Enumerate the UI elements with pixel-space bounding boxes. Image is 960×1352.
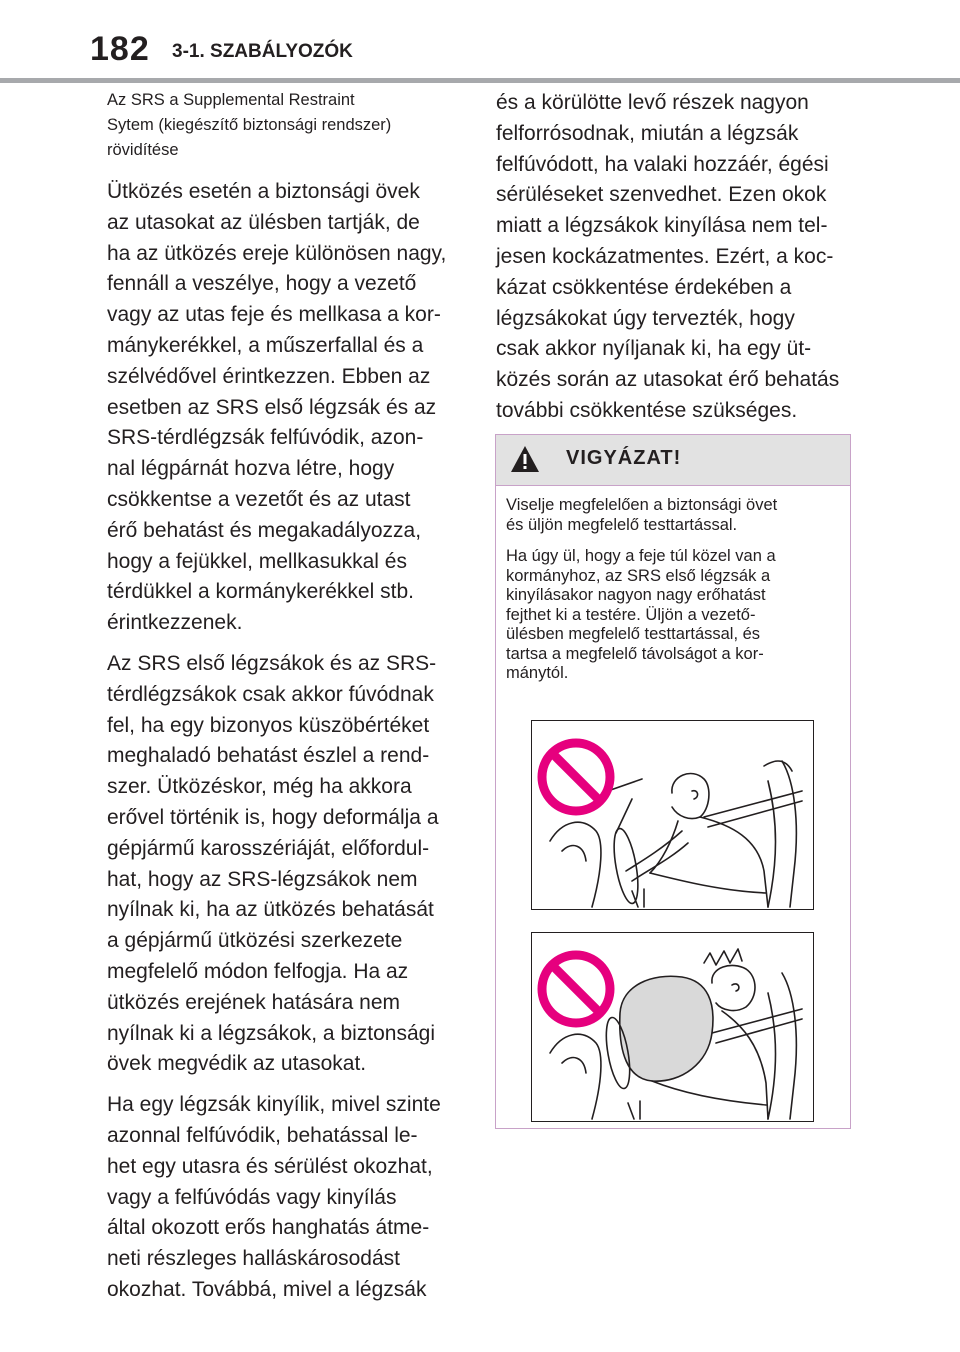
paragraph-threshold (107, 649, 467, 1080)
abbreviation-note (107, 88, 467, 163)
text-line: és üljön megfelelő testtartással. (506, 515, 738, 534)
text-line: meghaladó behatást észlel a rend- (107, 744, 430, 768)
warning-header (496, 435, 850, 486)
text-line: nal légpárnát hozva létre, hogy (107, 457, 395, 481)
prohibition-icon-2 (542, 955, 610, 1023)
text-line: Az SRS a Supplemental Restraint (107, 91, 355, 109)
text-line: ülésben megfelelő testtartással, és (506, 625, 761, 643)
warning-title: VIGYÁZAT! (566, 447, 682, 469)
text-line: Ha egy légzsák kinyílik, mivel szinte (107, 1093, 441, 1117)
text-line: jesen kockázatmentes. Ezért, a koc- (496, 244, 834, 268)
text-line: érő behatást és megakadályozza, (107, 518, 422, 542)
text-line: sérüléseket szenvedhet. Ezen okok (496, 183, 827, 207)
header-divider (0, 78, 960, 83)
text-line: erővel történik is, hogy deformálja a (107, 805, 439, 829)
text-line: kázat csökkentése érdekében a (496, 275, 792, 299)
paragraph-hot-parts (496, 88, 856, 427)
text-line: gépjármű karosszériáját, előfordul- (107, 836, 430, 860)
airbag-impact-illustration (532, 933, 815, 1123)
text-line: neti részleges halláskárosodást (107, 1247, 400, 1271)
text-line: érintkezzenek. (107, 611, 243, 635)
text-line: az utasokat az ülésben tartják, de (107, 210, 420, 234)
warning-text-seatbelt (506, 496, 838, 535)
text-line: SRS-térdlégzsák felfúvódik, azon- (107, 426, 424, 450)
text-line: légzsákokat úgy tervezték, hogy (496, 306, 795, 330)
text-line: csökkentse a vezetőt és az utast (107, 487, 411, 511)
text-line: megfelelő módon felfogja. Ha az (107, 959, 409, 983)
text-line: Ha úgy ül, hogy a feje túl közel van a (506, 547, 776, 565)
text-line: szélvédővel érintkezzen. Ebben az (107, 364, 431, 388)
text-line: Viselje megfelelően a biztonsági övet (506, 496, 778, 514)
paragraph-seatbelt (107, 177, 467, 639)
text-line: rövidítése (107, 141, 179, 159)
text-line: Az SRS első légzsákok és az SRS- (107, 651, 437, 675)
text-line: szer. Ütközéskor, még ha akkora (107, 775, 412, 799)
warning-text-distance (506, 547, 838, 684)
text-line: további csökkentése szükséges. (496, 398, 798, 422)
driver-too-close-illustration (532, 721, 815, 911)
text-line: nyílnak ki, ha az ütközés behatását (107, 898, 434, 922)
illustration-too-close (531, 720, 814, 910)
text-line: övek megvédik az utasokat. (107, 1052, 367, 1076)
illustration-airbag-impact (531, 932, 814, 1122)
text-line: által okozott erős hanghatás átme- (107, 1216, 430, 1240)
text-line: ha az ütközés ereje különösen nagy, (107, 241, 447, 265)
text-line: tartsa a megfelelő távolságot a kor- (506, 644, 764, 663)
text-line: fejthet ki a testére. Üljön a vezető- (506, 605, 756, 624)
text-line: Ütközés esetén a biztonsági övek (107, 180, 420, 203)
text-line: azonnal felfúvódik, behatással le- (107, 1123, 418, 1147)
text-line: és a körülötte levő részek nagyon (496, 91, 809, 114)
text-line: okozhat. Továbbá, mivel a légzsák (107, 1277, 427, 1301)
prohibition-icon-1 (542, 743, 610, 811)
text-line: mánytól. (506, 664, 569, 682)
left-column (107, 88, 467, 1316)
warning-triangle-icon (510, 445, 540, 473)
text-line: csak akkor nyíljanak ki, ha egy üt- (496, 337, 812, 361)
text-line: Sytem (kiegészítő biztonsági rendszer) (107, 116, 392, 134)
text-line: a gépjármű ütközési szerkezete (107, 929, 403, 953)
text-line: nyílnak ki a légzsákok, a biztonsági (107, 1021, 436, 1045)
text-line: hat, hogy az SRS-légzsákok nem (107, 867, 418, 891)
right-column (496, 88, 856, 437)
text-line: térdükkel a kormánykerékkel stb. (107, 580, 414, 604)
text-line: hogy a fejükkel, mellkasukkal és (107, 549, 407, 573)
paragraph-deployment (107, 1090, 467, 1306)
text-line: kormányhoz, az SRS első légzsák a (506, 566, 771, 585)
page-number: 182 (90, 30, 150, 68)
text-line: fennáll a veszélye, hogy a vezető (107, 272, 417, 296)
text-line: mánykerékkel, a műszerfallal és a (107, 333, 424, 357)
text-line: miatt a légzsákok kinyílása nem tel- (496, 214, 828, 238)
text-line: esetben az SRS első légzsák és az (107, 395, 437, 419)
text-line: közés során az utasokat érő behatás (496, 368, 840, 392)
text-line: vagy az utas feje és mellkasa a kor- (107, 303, 441, 327)
text-line: ütközés erejének hatására nem (107, 990, 401, 1014)
text-line: vagy a felfúvódás vagy kinyílás (107, 1185, 397, 1209)
text-line: felfúvódott, ha valaki hozzáér, égési (496, 152, 829, 176)
warning-body (496, 486, 850, 684)
text-line: het egy utasra és sérülést okozhat, (107, 1154, 433, 1178)
text-line: fel, ha egy bizonyos küszöbértéket (107, 713, 430, 737)
text-line: kinyílásakor nagyon nagy erőhatást (506, 586, 766, 604)
section-title: 3-1. SZABÁLYOZÓK (172, 41, 353, 62)
text-line: felforrósodnak, miután a légzsák (496, 121, 799, 145)
text-line: térdlégzsákok csak akkor fúvódnak (107, 682, 434, 706)
